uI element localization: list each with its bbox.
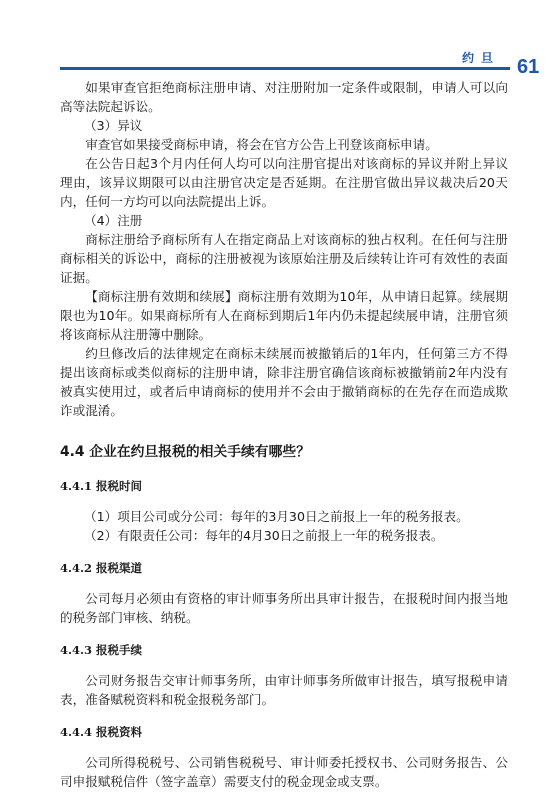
header-rule <box>60 67 510 70</box>
subsection-title-tax-documents: 4.4.4 报税资料 <box>60 725 143 739</box>
paragraph-tax-channel: 公司每月必须由有资格的审计师事务所出具审计报告，在报税时间内报当地的税务部门审核、纳税。 <box>60 591 508 625</box>
paragraph-publication: 审查官如果接受商标申请，将会在官方公告上刊登该商标申请。 <box>85 137 438 152</box>
subsection-title-tax-time: 4.4.1 报税时间 <box>60 479 143 493</box>
paragraph-validity-renewal: 【商标注册有效期和续展】商标注册有效期为10年，从申请日起算。续展期限也为10年。如果商标所有人在商标到期后1年内仍未提起续展申请，注册官须将该商标从注册簿中删除。 <box>60 289 508 342</box>
paragraph-tax-documents: 公司所得税税号、公司销售税税号、审计师委托授权书、公司财务报告、公司申报赋税信件（签字盖章）需要支付的税金现金或支票。 <box>60 755 508 789</box>
subsection-title-tax-channel: 4.4.2 报税渠道 <box>60 561 143 575</box>
page-number: 61 <box>517 56 540 78</box>
paragraph-opposition-period: 在公告日起3个月内任何人均可以向注册官提出对该商标的异议并附上异议理由，该异议期限可以由注册官决定是否延期。在注册官做出异议裁决后20天内，任何一方均可以向法院提出上诉。 <box>60 156 508 209</box>
subheading-opposition: （3）异议 <box>84 118 143 133</box>
paragraph-appeal: 如果审查官拒绝商标注册申请、对注册附加一定条件或限制，申请人可以向高等法院起诉讼。 <box>60 80 508 114</box>
running-header-country: 约旦 <box>462 51 501 65</box>
subheading-registration: （4）注册 <box>84 213 143 228</box>
section-title-tax-procedures: 4.4 企业在约旦报税的相关手续有哪些？ <box>60 444 310 460</box>
page-body <box>60 78 508 791</box>
subsection-title-tax-process: 4.4.3 报税手续 <box>60 643 143 657</box>
list-item-llc: （2）有限责任公司：每年的4月30日之前报上一年的税务报表。 <box>84 528 444 543</box>
paragraph-exclusive-right: 商标注册给予商标所有人在指定商品上对该商标的独占权利。在任何与注册商标相关的诉讼中，商标的注册被视为该原始注册及后续转让许可有效性的表面证据。 <box>60 232 508 285</box>
list-item-branch-company: （1）项目公司或分公司：每年的3月30日之前报上一年的税务报表。 <box>84 509 469 524</box>
paragraph-revocation-rule: 约旦修改后的法律规定在商标未续展而被撤销后的1年内，任何第三方不得提出该商标或类似商标的注册申请，除非注册官确信该商标被撤销前2年内没有被真实使用过，或者后申请商标的使用并不会由于撤销商标的在先存在而造成欺诈或混淆。 <box>60 346 508 418</box>
paragraph-tax-process: 公司财务报告交审计师事务所，由审计师事务所做审计报告，填写报税申请表，准备赋税资料和税金报税务部门。 <box>60 673 508 707</box>
